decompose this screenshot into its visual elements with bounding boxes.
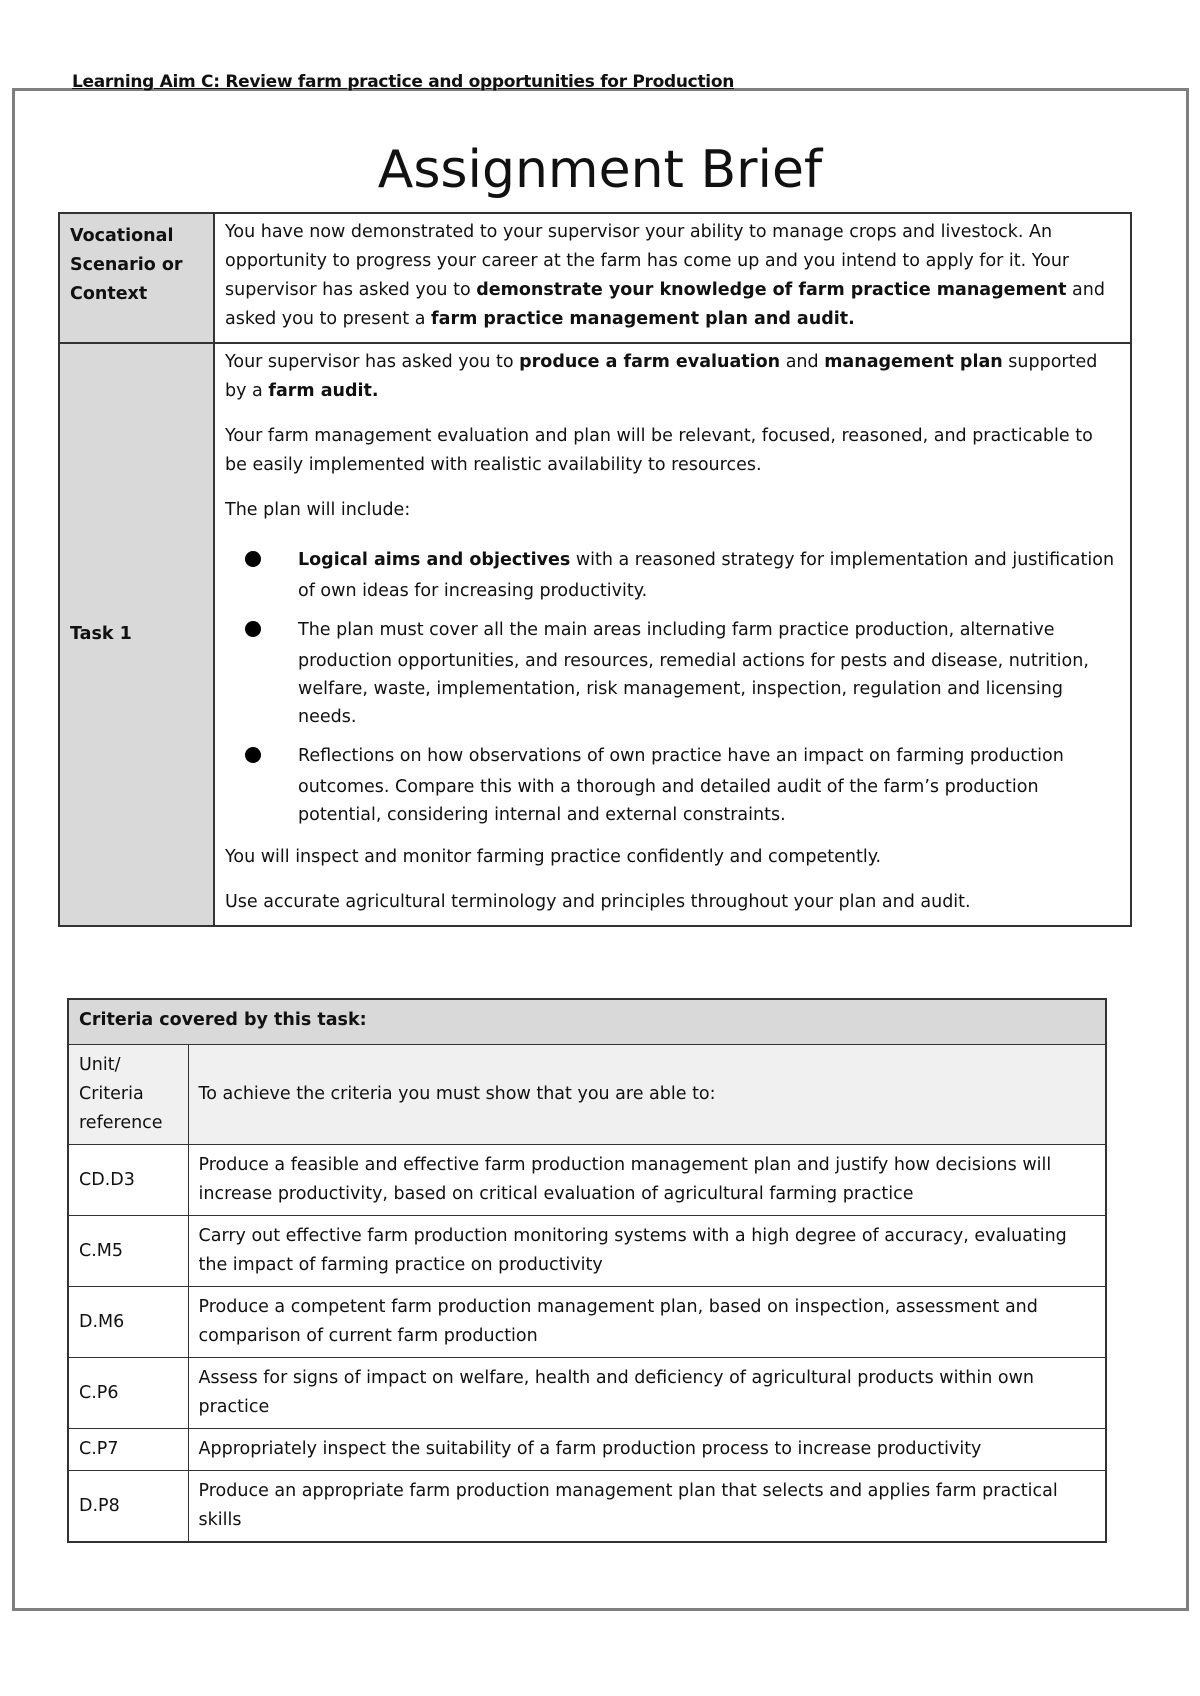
task-label: Task 1 — [59, 343, 214, 926]
task-para-4: You will inspect and monitor farming practice confidently and competently. — [225, 847, 882, 867]
list-item: Logical aims and objectives with a reasoned strategy for implementation and justification of own ideas for increasing productivity. — [225, 543, 1120, 605]
list-item: Reflections on how observations of own practice have an impact on farming production outcomes. Compare this with a thorough and detailed audit of the farm’s production potential, considering internal and external constraints. — [225, 739, 1120, 829]
bullet-icon — [245, 747, 261, 763]
criteria-desc: Produce an appropriate farm production management plan that selects and applies farm practical skills — [188, 1471, 1106, 1543]
context-label: Vocational Scenario or Context — [59, 213, 214, 343]
criteria-heading-row — [68, 999, 1106, 1045]
table-row — [68, 1471, 1106, 1543]
criteria-desc: Produce a competent farm production management plan, based on inspection, assessment and comparison of current farm production — [188, 1287, 1106, 1358]
column-header-ref: Unit/ Criteria reference — [68, 1045, 188, 1145]
criteria-desc: Produce a feasible and effective farm production management plan and justify how decisions will increase productivity, based on critical evaluation of agricultural farming practice — [188, 1145, 1106, 1216]
table-row — [68, 1429, 1106, 1471]
criteria-ref: D.M6 — [68, 1287, 188, 1358]
table-row — [68, 1287, 1106, 1358]
criteria-desc: Carry out effective farm production monitoring systems with a high degree of accuracy, evaluating the impact of farming practice on productivity — [188, 1216, 1106, 1287]
context-text: You have now demonstrated to your supervisor your ability to manage crops and livestock. An opportunity to progress your career at the farm has come up and you intend to apply for it. Your supervisor has asked you to demonstrate your knowledge of farm practice management and asked you to present a farm practice management plan and audit. — [214, 213, 1131, 343]
task-para-2: Your farm management evaluation and plan will be relevant, focused, reasoned, and practicable to be easily implemented with realistic availability to resources. — [225, 426, 1093, 475]
criteria-column-headers — [68, 1045, 1106, 1145]
criteria-desc: Appropriately inspect the suitability of a farm production process to increase productivity — [188, 1429, 1106, 1471]
context-bold-1: demonstrate your knowledge of farm practice management — [476, 280, 1067, 300]
context-row — [59, 213, 1131, 343]
page-title: Assignment Brief — [377, 140, 823, 200]
task-para-5: Use accurate agricultural terminology and principles throughout your plan and audit. — [225, 892, 971, 912]
bullet-icon — [245, 551, 261, 567]
context-bold-2: farm practice management plan and audit. — [431, 309, 855, 329]
task-row — [59, 343, 1131, 926]
assignment-brief-table — [58, 212, 1132, 927]
table-row — [68, 1145, 1106, 1216]
column-header-desc: To achieve the criteria you must show that you are able to: — [188, 1045, 1106, 1145]
criteria-ref: CD.D3 — [68, 1145, 188, 1216]
table-row — [68, 1358, 1106, 1429]
bullet-icon — [245, 621, 261, 637]
list-item: The plan must cover all the main areas including farm practice production, alternative production opportunities, and resources, remedial actions for pests and disease, nutrition, welfare, waste, implementation, risk management, inspection, regulation and licensing needs. — [225, 613, 1120, 731]
task-bullet-list — [225, 543, 1120, 829]
learning-aim-heading: Learning Aim C: Review farm practice and opportunities for Production — [72, 72, 734, 92]
task-text — [214, 343, 1131, 926]
task-para-3: The plan will include: — [225, 500, 411, 520]
criteria-ref: C.M5 — [68, 1216, 188, 1287]
criteria-desc: Assess for signs of impact on welfare, health and deficiency of agricultural products within own practice — [188, 1358, 1106, 1429]
criteria-ref: C.P6 — [68, 1358, 188, 1429]
table-row — [68, 1216, 1106, 1287]
criteria-heading: Criteria covered by this task: — [68, 999, 1106, 1045]
criteria-ref: C.P7 — [68, 1429, 188, 1471]
criteria-ref: D.P8 — [68, 1471, 188, 1543]
task-intro: Your supervisor has asked you to produce a farm evaluation and management plan supported by a farm audit. — [225, 352, 1098, 401]
criteria-table — [67, 998, 1107, 1543]
